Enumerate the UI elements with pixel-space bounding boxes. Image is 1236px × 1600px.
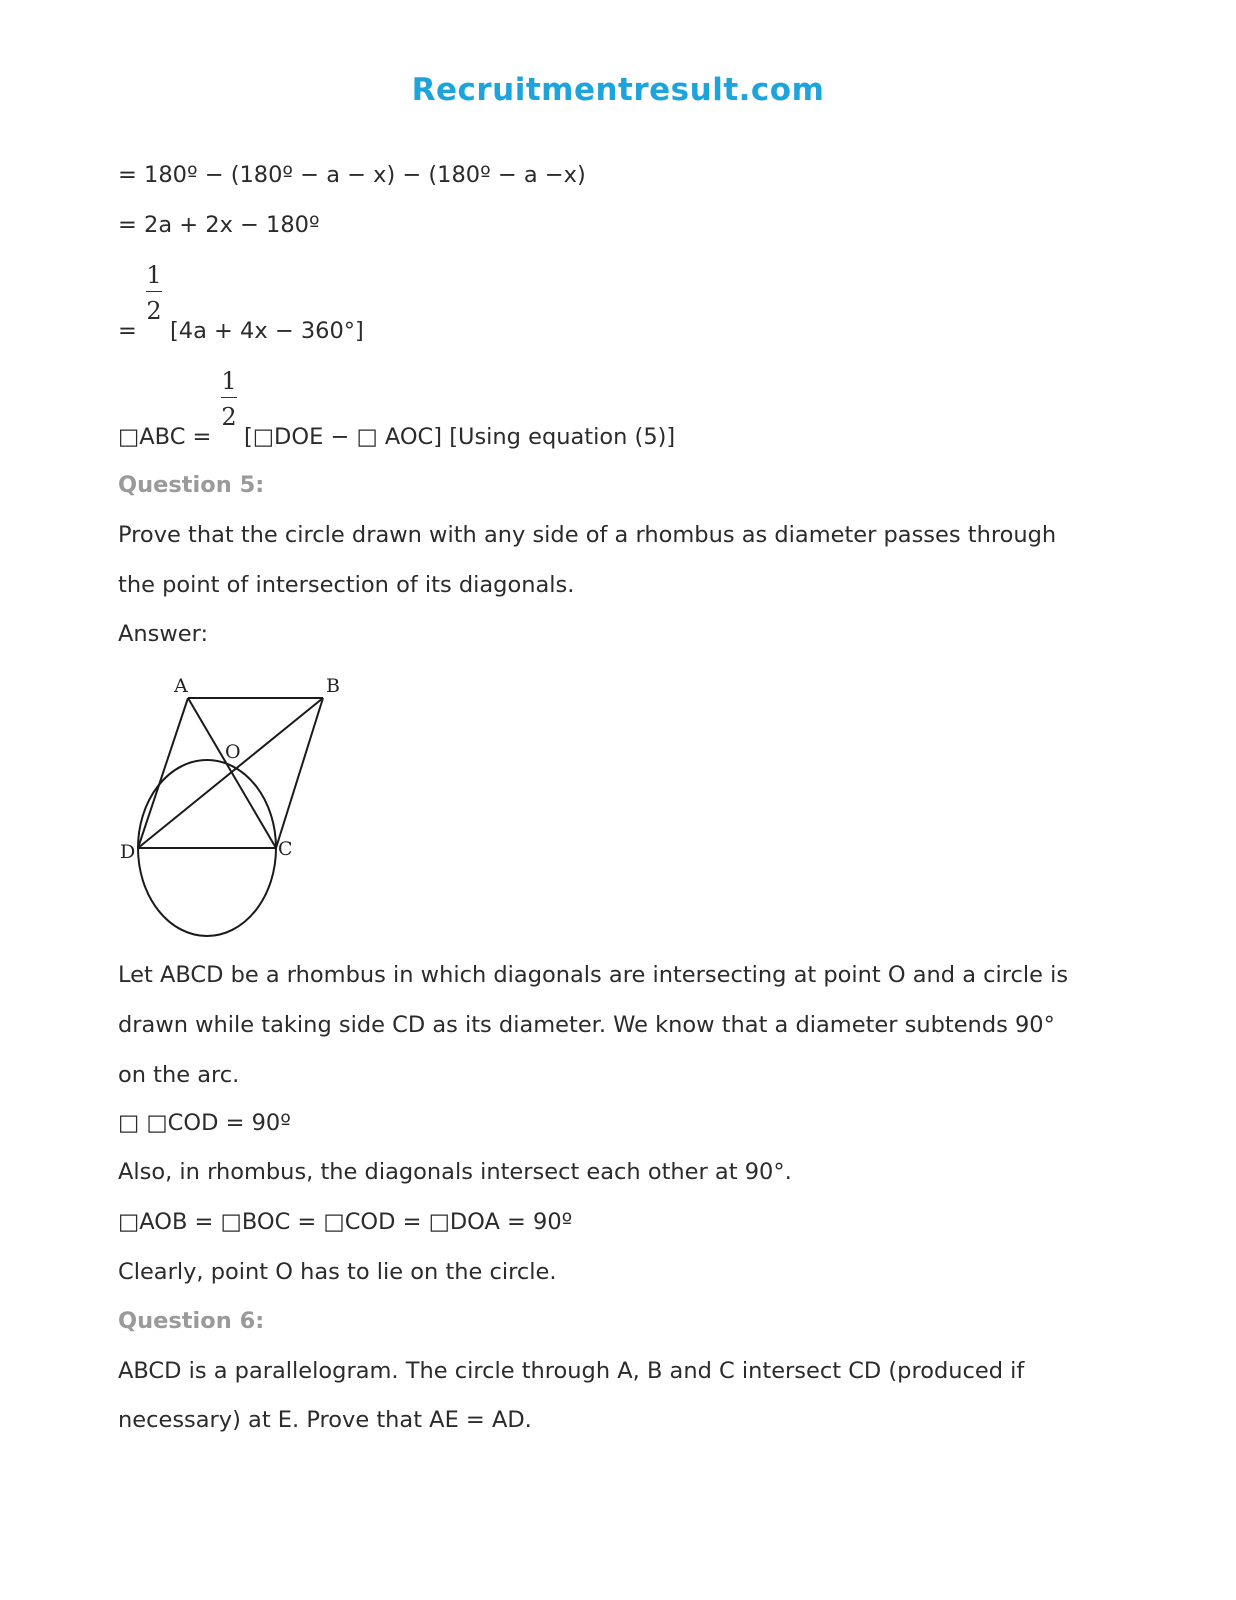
vertex-label-c: C	[278, 838, 293, 860]
fraction-one-half	[219, 368, 239, 430]
side-bc	[276, 698, 323, 848]
work-line-4-rest: [□DOE − □ AOC] [Using equation (5)]	[244, 424, 676, 450]
work-line-3-prefix: =	[118, 318, 137, 344]
work-line-4-prefix: □ABC =	[118, 424, 212, 450]
answer-step-1: □ □COD = 90º	[118, 1110, 291, 1136]
answer-step-4: Clearly, point O has to lie on the circle.	[118, 1259, 557, 1285]
fraction-denominator: 2	[146, 297, 162, 325]
answer-label: Answer:	[118, 621, 209, 647]
question-6-title: Question 6:	[118, 1308, 265, 1334]
fraction-numerator: 1	[221, 367, 237, 395]
question-6-statement-line-2: necessary) at E. Prove that AE = AD.	[118, 1407, 532, 1433]
answer-paragraph-line-1: Let ABCD be a rhombus in which diagonals are intersecting at point O and a circle is	[118, 962, 1069, 988]
work-line-3-rest: [4a + 4x − 360°]	[170, 318, 364, 344]
answer-step-2: Also, in rhombus, the diagonals intersect each other at 90°.	[118, 1159, 792, 1185]
vertex-label-a: A	[174, 675, 188, 697]
fraction-denominator: 2	[221, 403, 237, 431]
fraction-bar	[221, 397, 237, 398]
work-line-2: = 2a + 2x − 180º	[118, 212, 320, 238]
side-da	[138, 698, 188, 848]
fraction-numerator: 1	[146, 261, 162, 289]
vertex-label-d: D	[120, 841, 136, 863]
rhombus-circle-figure	[112, 668, 352, 943]
work-line-1: = 180º − (180º − a − x) − (180º − a −x)	[118, 162, 586, 188]
answer-step-3: □AOB = □BOC = □COD = □DOA = 90º	[118, 1209, 573, 1235]
question-5-title: Question 5:	[118, 472, 265, 498]
fraction-bar	[146, 291, 162, 292]
fraction-one-half	[144, 262, 164, 324]
answer-paragraph-line-3: on the arc.	[118, 1062, 240, 1088]
question-5-statement-line-2: the point of intersection of its diagonals.	[118, 572, 575, 598]
question-6-statement-line-1: ABCD is a parallelogram. The circle through A, B and C intersect CD (produced if	[118, 1358, 1025, 1384]
diagonal-bd	[138, 698, 323, 848]
answer-paragraph-line-2: drawn while taking side CD as its diameter. We know that a diameter subtends 90°	[118, 1012, 1055, 1038]
vertex-label-o: O	[225, 741, 241, 763]
question-5-statement-line-1: Prove that the circle drawn with any side of a rhombus as diameter passes through	[118, 522, 1057, 548]
site-title: Recruitmentresult.com	[411, 72, 825, 108]
vertex-label-b: B	[326, 675, 340, 697]
